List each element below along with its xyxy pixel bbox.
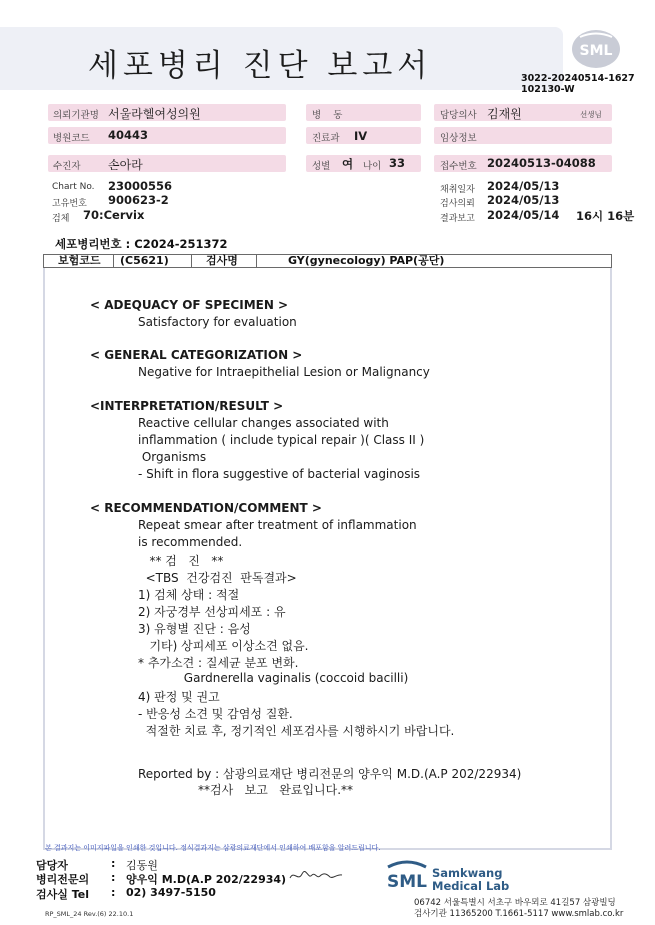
doctor-label: 담당의사	[440, 110, 477, 121]
recommendation-line: Gardnerella vaginalis (coccoid bacilli)	[138, 671, 409, 685]
request-date-value: 2024/05/13	[487, 193, 560, 207]
signature-icon	[288, 866, 344, 886]
report-date-value: 2024/05/14	[487, 208, 560, 222]
collect-date-value: 2024/05/13	[487, 179, 560, 193]
chart-no-label: Chart No.	[52, 182, 95, 192]
company-name-line2: Medical Lab	[432, 879, 510, 893]
document-id-line1: 3022-20240514-1627	[521, 73, 635, 84]
report-date-label: 결과보고	[440, 214, 475, 224]
lab-tel-colon: :	[111, 886, 116, 899]
cytology-number: 세포병리번호 : C2024-251372	[55, 237, 228, 251]
recommendation-line: - 반응성 소견 및 감염성 질환.	[138, 707, 293, 721]
clinical-info-label: 임상정보	[440, 133, 477, 144]
adequacy-heading: < ADEQUACY OF SPECIMEN >	[90, 298, 289, 312]
interpretation-line: Organisms	[138, 450, 207, 464]
exam-row-divider	[113, 255, 114, 267]
chart-no-value: 23000556	[108, 179, 173, 193]
exam-info-row	[43, 254, 612, 268]
sml-logo-icon	[570, 28, 622, 70]
sex-label: 성별	[312, 161, 331, 172]
staff-label: 담당자	[36, 859, 68, 872]
exam-row-divider	[256, 255, 257, 267]
exam-name-value: GY(gynecology) PAP(공단)	[288, 254, 445, 267]
department-value: IV	[354, 129, 368, 143]
recommendation-line: <TBS 건강검진 판독결과>	[138, 571, 297, 585]
age-value: 33	[389, 156, 406, 170]
patient-row-band	[48, 155, 286, 172]
recommendation-line: 3) 유형별 진단 : 음성	[138, 622, 251, 636]
sml-logo-icon	[384, 859, 430, 891]
receipt-value: 20240513-04088	[487, 156, 596, 170]
exam-row-divider	[191, 255, 192, 267]
recommendation-line: 적절한 치료 후, 정기적인 세포검사를 시행하시기 바랍니다.	[138, 724, 455, 738]
ward-label: 병 동	[312, 110, 343, 121]
sex-value: 여	[342, 157, 354, 171]
pathologist-value: 양우익 M.D(A.P 202/22934)	[126, 873, 287, 886]
patient-label: 수진자	[53, 161, 81, 172]
recommendation-line: ** 검 진 **	[138, 554, 224, 568]
doctor-value: 김재원	[487, 107, 522, 121]
hospital-code-value: 40443	[108, 128, 149, 142]
company-name-line1: Samkwang	[432, 866, 503, 880]
recommendation-heading: < RECOMMENDATION/COMMENT >	[90, 501, 322, 515]
exam-name-label: 검사명	[206, 254, 238, 267]
document-id-line2: 102130-W	[521, 84, 575, 95]
staff-colon: :	[111, 857, 116, 870]
recommendation-line: 2) 자궁경부 선상피세포 : 유	[138, 605, 286, 619]
general-text: Negative for Intraepithelial Lesion or Malignancy	[138, 365, 430, 379]
logo-text: SML	[579, 43, 613, 59]
pathologist-label: 병리전문의	[36, 873, 90, 886]
report-title: 세포병리 진단 보고서	[88, 48, 433, 84]
recommendation-line: 4) 판정 및 권고	[138, 690, 220, 704]
recommendation-line: 기타) 상피세포 이상소견 없음.	[138, 639, 309, 653]
reported-by: Reported by : 삼광의료재단 병리전문의 양우익 M.D.(A.P 202/22934)	[138, 767, 522, 781]
report-complete-note: **검사 보고 완료입니다.**	[198, 783, 354, 797]
interpretation-line: Reactive cellular changes associated with	[138, 416, 389, 430]
unique-no-value: 900623-2	[108, 193, 169, 207]
insurance-code-label: 보험코드	[58, 254, 101, 267]
department-label: 진료과	[312, 133, 340, 144]
print-notice: 본 결과지는 이미지파일을 인쇄한 것입니다. 정식결과지는 삼광의료재단에서 인쇄하여 배포함을 알려드립니다.	[45, 844, 381, 852]
pathologist-colon: :	[111, 871, 116, 884]
company-address: 06742 서울특별시 서초구 바우뫼로 41길57 삼광빌딩	[414, 898, 616, 908]
staff-value: 김동원	[126, 859, 158, 872]
request-date-label: 검사의뢰	[440, 199, 475, 209]
collect-date-label: 채취일자	[440, 185, 475, 195]
interpretation-line: - Shift in flora suggestive of bacterial vaginosis	[138, 467, 421, 481]
company-contact: 검사기관 11365200 T.1661-5117 www.smlab.co.kr	[414, 909, 624, 919]
recommendation-line: * 추가소견 : 질세균 분포 변화.	[138, 656, 299, 670]
recommendation-line: is recommended.	[138, 535, 243, 549]
doctor-suffix: 선생님	[580, 110, 602, 119]
patient-value: 손아라	[108, 158, 143, 172]
hospital-code-label: 병원코드	[53, 133, 90, 144]
institution-value: 서울라헬여성의원	[108, 107, 201, 121]
specimen-label: 검체	[52, 214, 70, 224]
age-label: 나이	[363, 161, 382, 172]
recommendation-line: Repeat smear after treatment of inflammation	[138, 518, 417, 532]
general-heading: < GENERAL CATEGORIZATION >	[90, 348, 303, 362]
institution-label: 의뢰기관명	[53, 110, 99, 121]
lab-tel-label: 검사실 Tel	[36, 888, 89, 901]
report-time-value: 16시 16분	[576, 209, 635, 223]
interpretation-heading: <INTERPRETATION/RESULT >	[90, 399, 284, 413]
specimen-value: 70:Cervix	[83, 208, 145, 222]
unique-no-label: 고유번호	[52, 199, 87, 209]
lab-tel-value: 02) 3497-5150	[126, 886, 216, 899]
adequacy-text: Satisfactory for evaluation	[138, 315, 297, 329]
bottom-logo-text: SML	[387, 872, 427, 891]
recommendation-line: 1) 검체 상태 : 적절	[138, 588, 240, 602]
receipt-label: 접수번호	[440, 161, 477, 172]
form-code: RP_SML_24 Rev.(6) 22.10.1	[45, 910, 134, 918]
interpretation-line: inflammation ( include typical repair )( Class II )	[138, 433, 425, 447]
insurance-code-value: (C5621)	[120, 254, 169, 267]
